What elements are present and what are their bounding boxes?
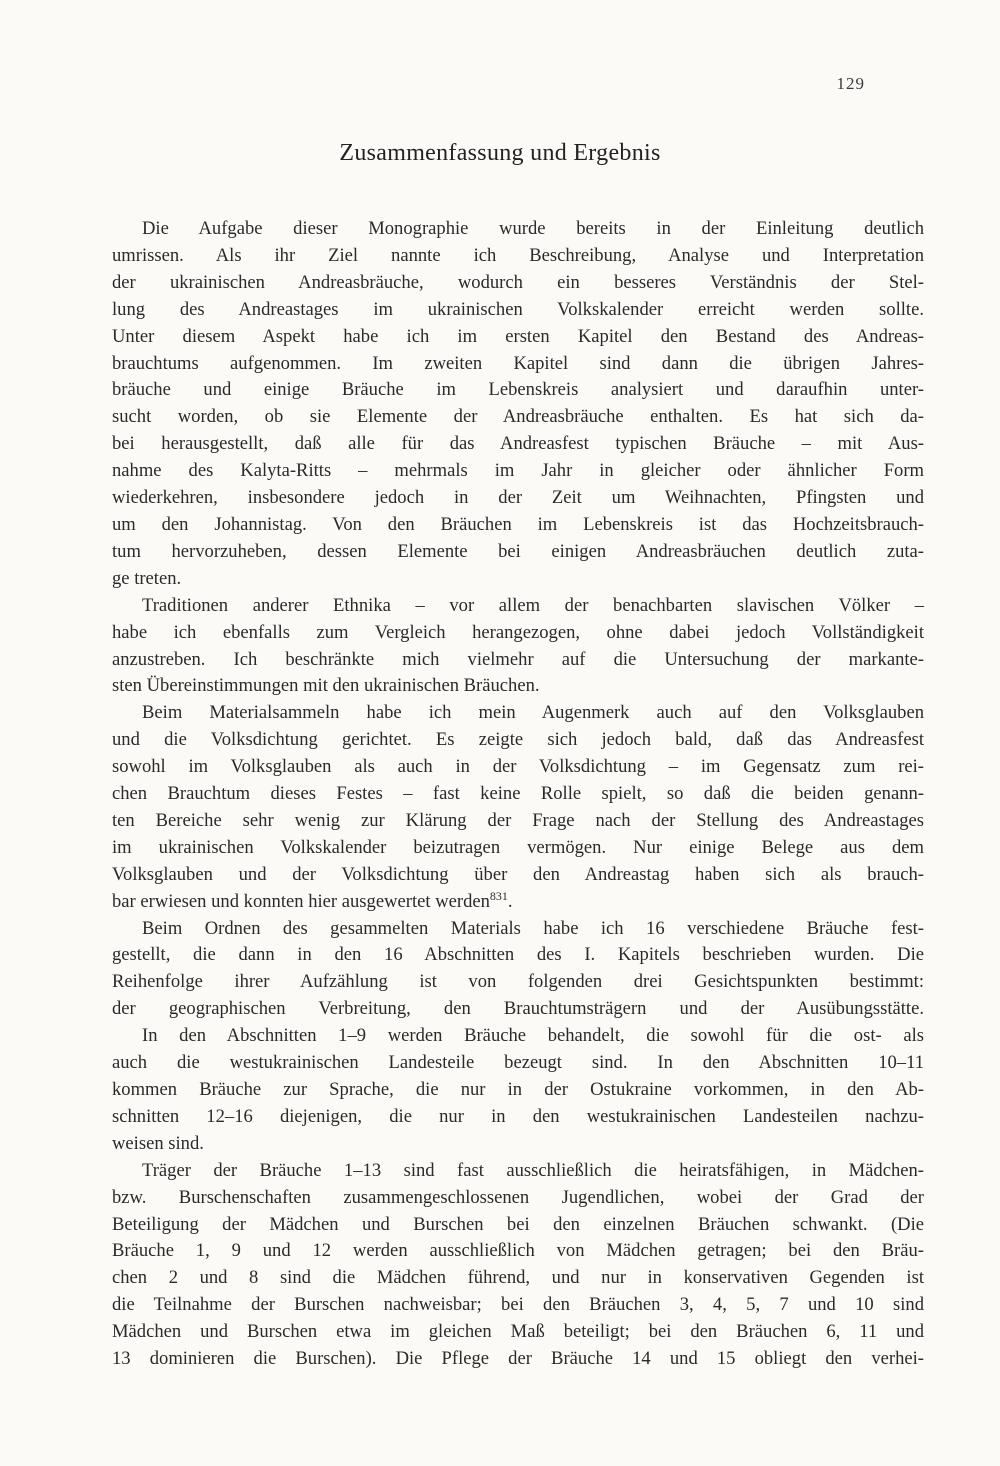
page-number: 129	[836, 74, 865, 93]
line-text: Mädchen und Burschen etwa im gleichen Maß beteiligt; bei den Bräuchen 6, 11 und	[112, 1321, 924, 1343]
line-text: chen Brauchtum dieses Festes – fast keine Rolle spielt, so daß die beiden genann-	[112, 783, 924, 805]
line-text-after: .	[507, 890, 513, 912]
text-line	[112, 620, 924, 647]
text-line	[112, 889, 924, 916]
text-line	[112, 377, 924, 404]
line-text: In den Abschnitten 1–9 werden Bräuche behandelt, die sowohl für die ost- als	[142, 1025, 924, 1047]
text-line	[112, 700, 924, 727]
text-line	[112, 1050, 924, 1077]
text-line	[112, 781, 924, 808]
text-line	[112, 324, 924, 351]
text-line	[112, 297, 924, 324]
line-text: kommen Bräuche zur Sprache, die nur in der Ostukraine vorkommen, in den Ab-	[112, 1079, 924, 1100]
line-text: nahme des Kalyta-Ritts – mehrmals im Jahr in gleicher oder ähnlicher Form	[112, 460, 924, 482]
text-line	[112, 593, 924, 620]
text-line	[112, 566, 924, 593]
text-line	[112, 243, 924, 270]
line-text: Traditionen anderer Ethnika – vor allem der benachbarten slavischen Völker –	[142, 594, 924, 616]
line-text: sucht worden, ob sie Elemente der Andreasbräuche enthalten. Es hat sich da-	[112, 406, 924, 428]
line-text: Unter diesem Aspekt habe ich im ersten Kapitel den Bestand des Andreas-	[112, 325, 924, 347]
text-line	[112, 1158, 924, 1185]
text-line	[112, 1023, 924, 1050]
text-line	[112, 512, 924, 539]
text-line	[112, 404, 924, 431]
text-line	[112, 1238, 924, 1265]
line-text: die Teilnahme der Burschen nachweisbar; bei den Bräuchen 3, 4, 5, 7 und 10 sind	[112, 1294, 924, 1316]
text-line	[112, 1346, 924, 1373]
text-line	[112, 1319, 924, 1346]
line-text: Beim Ordnen des gesammelten Materials habe ich 16 verschiedene Bräuche fest-	[142, 917, 924, 939]
text-line	[112, 727, 924, 754]
text-line	[112, 1212, 924, 1239]
line-text: umrissen. Als ihr Ziel nannte ich Beschreibung, Analyse und Interpretation	[112, 244, 924, 266]
line-text: bei herausgestellt, daß alle für das Andreasfest typischen Bräuche – mit Aus-	[112, 433, 924, 455]
line-text: und die Volksdichtung gerichtet. Es zeigte sich jedoch bald, daß das Andreasfest	[112, 729, 924, 751]
line-text: Beteiligung der Mädchen und Burschen bei den einzelnen Bräuchen schwankt. (Die	[112, 1213, 924, 1235]
text-line	[112, 351, 924, 378]
line-text: sten Übereinstimmungen mit den ukrainischen Bräuchen.	[112, 675, 540, 697]
body-text	[112, 216, 924, 1373]
line-text: Volksglauben und der Volksdichtung über den Andreastag haben sich als brauch-	[112, 863, 924, 885]
text-line	[112, 1185, 924, 1212]
line-text: Die Aufgabe dieser Monographie wurde bereits in der Einleitung deutlich	[142, 218, 924, 239]
line-text: Reihenfolge ihrer Aufzählung ist von folgenden drei Gesichtspunkten bestimmt:	[112, 971, 924, 993]
line-text: weisen sind.	[112, 1132, 204, 1154]
line-text: um den Johannistag. Von den Bräuchen im Lebenskreis ist das Hochzeitsbrauch-	[112, 513, 924, 535]
text-line	[112, 458, 924, 485]
line-text: chen 2 und 8 sind die Mädchen führend, und nur in konservativen Gegenden ist	[112, 1267, 924, 1289]
text-line	[112, 270, 924, 297]
line-text: ge treten.	[112, 567, 182, 589]
text-line	[112, 942, 924, 969]
footnote-ref: 831	[489, 888, 508, 903]
line-text: schnitten 12–16 diejenigen, die nur in den westukrainischen Landesteilen nachzu-	[112, 1105, 924, 1127]
text-line	[112, 1292, 924, 1319]
text-line	[112, 754, 924, 781]
text-line	[112, 1077, 924, 1104]
line-text: lung des Andreastages im ukrainischen Volkskalender erreicht werden sollte.	[112, 298, 924, 320]
line-text: bar erwiesen und konnten hier ausgewertet werden	[112, 890, 490, 912]
line-text: bzw. Burschenschaften zusammengeschlossenen Jugendlichen, wobei der Grad der	[112, 1186, 924, 1208]
text-line	[112, 431, 924, 458]
text-line	[112, 835, 924, 862]
line-text: ten Bereiche sehr wenig zur Klärung der Frage nach der Stellung des Andreastages	[112, 809, 924, 831]
chapter-title: Zusammenfassung und Ergebnis	[339, 140, 661, 166]
text-line	[112, 1265, 924, 1292]
line-text: im ukrainischen Volkskalender beizutragen vermögen. Nur einige Belege aus dem	[112, 836, 924, 858]
text-line	[112, 485, 924, 512]
line-text: gestellt, die dann in den 16 Abschnitten des I. Kapitels beschrieben wurden. Die	[112, 944, 924, 966]
text-line	[112, 969, 924, 996]
line-text: Bräuche 1, 9 und 12 werden ausschließlich von Mädchen getragen; bei den Bräu-	[112, 1240, 924, 1262]
text-line	[112, 1131, 924, 1158]
line-text: 13 dominieren die Burschen). Die Pflege der Bräuche 14 und 15 obliegt den verhei-	[112, 1348, 924, 1370]
line-text: Träger der Bräuche 1–13 sind fast ausschließlich die heiratsfähigen, in Mädchen-	[142, 1159, 924, 1181]
line-text: brauchtums aufgenommen. Im zweiten Kapitel sind dann die übrigen Jahres-	[112, 352, 924, 374]
line-text: bräuche und einige Bräuche im Lebenskreis analysiert und daraufhin unter-	[112, 379, 924, 401]
line-text: tum hervorzuheben, dessen Elemente bei einigen Andreasbräuchen deutlich zuta-	[112, 540, 924, 562]
line-text: der geographischen Verbreitung, den Brauchtumsträgern und der Ausübungsstätte.	[112, 998, 924, 1020]
line-text: habe ich ebenfalls zum Vergleich herangezogen, ohne dabei jedoch Vollständigkeit	[112, 621, 924, 643]
text-line	[112, 539, 924, 566]
line-text: der ukrainischen Andreasbräuche, wodurch ein besseres Verständnis der Stel-	[112, 271, 924, 293]
text-line	[112, 216, 924, 243]
text-line	[112, 808, 924, 835]
line-text: sowohl im Volksglauben als auch in der Volksdichtung – im Gegensatz zum rei-	[112, 756, 924, 778]
text-line	[112, 673, 924, 700]
text-line	[112, 916, 924, 943]
line-text: wiederkehren, insbesondere jedoch in der Zeit um Weihnachten, Pfingsten und	[112, 487, 924, 509]
text-line	[112, 996, 924, 1023]
text-line	[112, 862, 924, 889]
line-text: Beim Materialsammeln habe ich mein Augenmerk auch auf den Volksglauben	[142, 702, 924, 724]
line-text: auch die westukrainischen Landesteile bezeugt sind. In den Abschnitten 10–11	[112, 1052, 924, 1074]
text-line	[112, 1104, 924, 1131]
text-line	[112, 647, 924, 674]
line-text: anzustreben. Ich beschränkte mich vielmehr auf die Untersuchung der markante-	[112, 648, 924, 670]
